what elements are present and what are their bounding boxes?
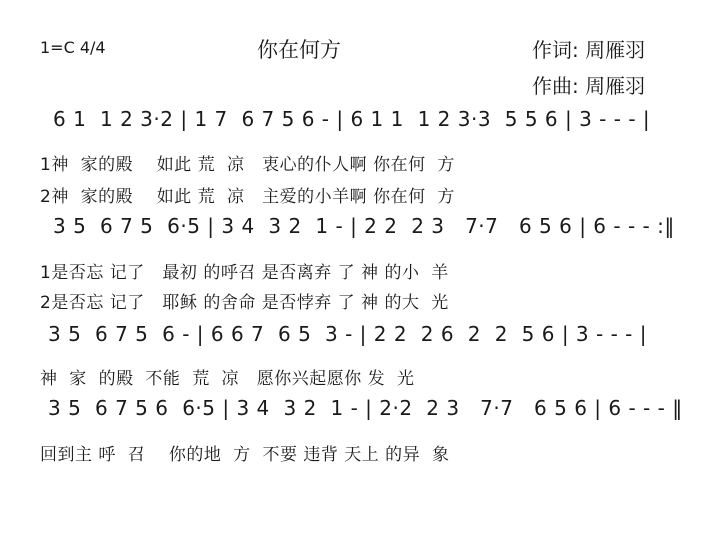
lyric-line-1-verse-1: 1神 家的殿 如此 荒 凉 衷心的仆人啊 你在何 方 [40, 155, 455, 175]
lyricist-credit: 作词: 周雁羽 [532, 38, 646, 62]
notation-line-2: 3 5 6 7 5 6·5 | 3 4 3 2 1 - | 2 2 2 3 7·7 6 5 6 | 6 - - - :‖ [53, 214, 675, 238]
song-title: 你在何方 [257, 38, 341, 62]
lyric-line-3: 神 家 的殿 不能 荒 凉 愿你兴起愿你 发 光 [40, 369, 415, 389]
lyric-line-4: 回到主 呼 召 你的地 方 不要 违背 天上 的异 象 [40, 445, 450, 465]
notation-line-3: 3 5 6 7 5 6 - | 6 6 7 6 5 3 - | 2 2 2 6 2 2 5 6 | 3 - - - | [48, 322, 647, 346]
lyric-line-1-verse-2: 2神 家的殿 如此 荒 凉 主爱的小羊啊 你在何 方 [40, 187, 455, 207]
key-signature: 1=C 4/4 [40, 38, 106, 57]
composer-credit: 作曲: 周雁羽 [532, 74, 646, 98]
notation-line-1: 6 1 1 2 3·2 | 1 7 6 7 5 6 - | 6 1 1 1 2 3·3 5 5 6 | 3 - - - | [53, 107, 651, 131]
lyric-line-2-verse-2: 2是否忘 记了 耶稣 的舍命 是否悖弃 了 神 的大 光 [40, 293, 449, 313]
lyric-line-2-verse-1: 1是否忘 记了 最初 的呼召 是否离弃 了 神 的小 羊 [40, 263, 449, 283]
notation-line-4: 3 5 6 7 5 6 6·5 | 3 4 3 2 1 - | 2·2 2 3 7·7 6 5 6 | 6 - - - ‖ [48, 396, 683, 420]
